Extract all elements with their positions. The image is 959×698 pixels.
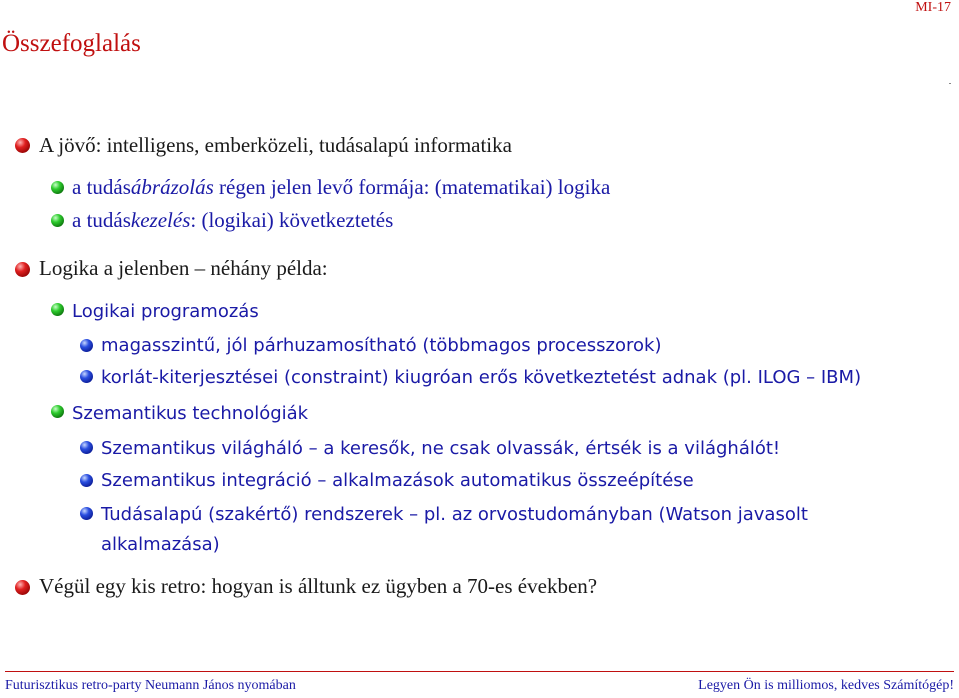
- blue-bullet-icon: [80, 474, 93, 487]
- bullet-logic-present: [39, 256, 328, 281]
- bullet-retro: [39, 574, 597, 599]
- bullet-representation-post: régen jelen levő formája: (matematikai) logika: [213, 175, 611, 199]
- bullet-representation: [72, 175, 610, 200]
- bullet-expert-systems-line1: Tudásalapú (szakértő) rendszerek – pl. az orvostudományban (Watson javasolt: [101, 504, 808, 525]
- green-bullet-icon: [51, 181, 64, 194]
- bullet-handling-pre: a tudás: [72, 208, 131, 232]
- bullet-handling: [72, 208, 393, 233]
- red-bullet-icon: [15, 138, 30, 153]
- bullet-handling-post: : (logikai) következtetés: [190, 208, 394, 232]
- bullet-semantic-integration: [101, 469, 694, 492]
- bullet-future: [39, 133, 512, 158]
- green-bullet-icon: [51, 405, 64, 418]
- bullet-representation-italic: ábrázolás: [130, 175, 214, 199]
- bullet-logic-programming-text: Logikai programozás: [72, 301, 259, 322]
- bullet-constraint: [101, 366, 861, 389]
- bullet-logic-programming: [72, 298, 259, 323]
- blue-bullet-icon: [80, 507, 93, 520]
- bullet-semantic-web-text: Szemantikus világháló – a keresők, ne csak olvassák, értsék is a világhálót!: [101, 438, 781, 459]
- blue-bullet-icon: [80, 370, 93, 383]
- bullet-high-level-text: magasszintű, jól párhuzamosítható (többmagos processzorok): [101, 335, 662, 356]
- green-bullet-icon: [51, 303, 64, 316]
- blue-bullet-icon: [80, 339, 93, 352]
- bullet-semantic-integration-text: Szemantikus integráció – alkalmazások automatikus összeépítése: [101, 470, 694, 491]
- bullet-semantic-tech-text: Szemantikus technológiák: [72, 403, 309, 424]
- bullet-representation-pre: a tudás: [72, 175, 131, 199]
- green-bullet-icon: [51, 214, 64, 227]
- bullet-logic-present-text: Logika a jelenben – néhány példa:: [39, 256, 328, 280]
- bullet-expert-systems-line2: alkalmazása): [101, 534, 220, 555]
- red-bullet-icon: [15, 262, 30, 277]
- bullet-semantic-web: [101, 437, 780, 460]
- footer-left: Futurisztikus retro-party Neumann János nyomában: [5, 678, 296, 693]
- footer-right: Legyen Ön is milliomos, kedves Számítógép!: [698, 678, 954, 693]
- top-mark: [949, 83, 951, 84]
- bullet-handling-italic: kezelés: [130, 208, 191, 232]
- bullet-retro-text: Végül egy kis retro: hogyan is álltunk ez ügyben a 70-es években?: [39, 574, 598, 598]
- bullet-future-text: A jövő: intelligens, emberközeli, tudásalapú informatika: [39, 133, 512, 157]
- bullet-semantic-tech: [72, 400, 308, 425]
- blue-bullet-icon: [80, 441, 93, 454]
- bullet-expert-systems-cont: [101, 533, 220, 556]
- slide-title: Összefoglalás: [2, 30, 141, 57]
- bullet-high-level: [101, 334, 661, 357]
- bullet-constraint-text: korlát-kiterjesztései (constraint) kiugróan erős következtetést adnak (pl. ILOG – IBM): [101, 367, 862, 388]
- red-bullet-icon: [15, 580, 30, 595]
- page-number: MI-17: [915, 0, 951, 15]
- footer-rule: [5, 671, 954, 672]
- bullet-expert-systems: [101, 503, 808, 526]
